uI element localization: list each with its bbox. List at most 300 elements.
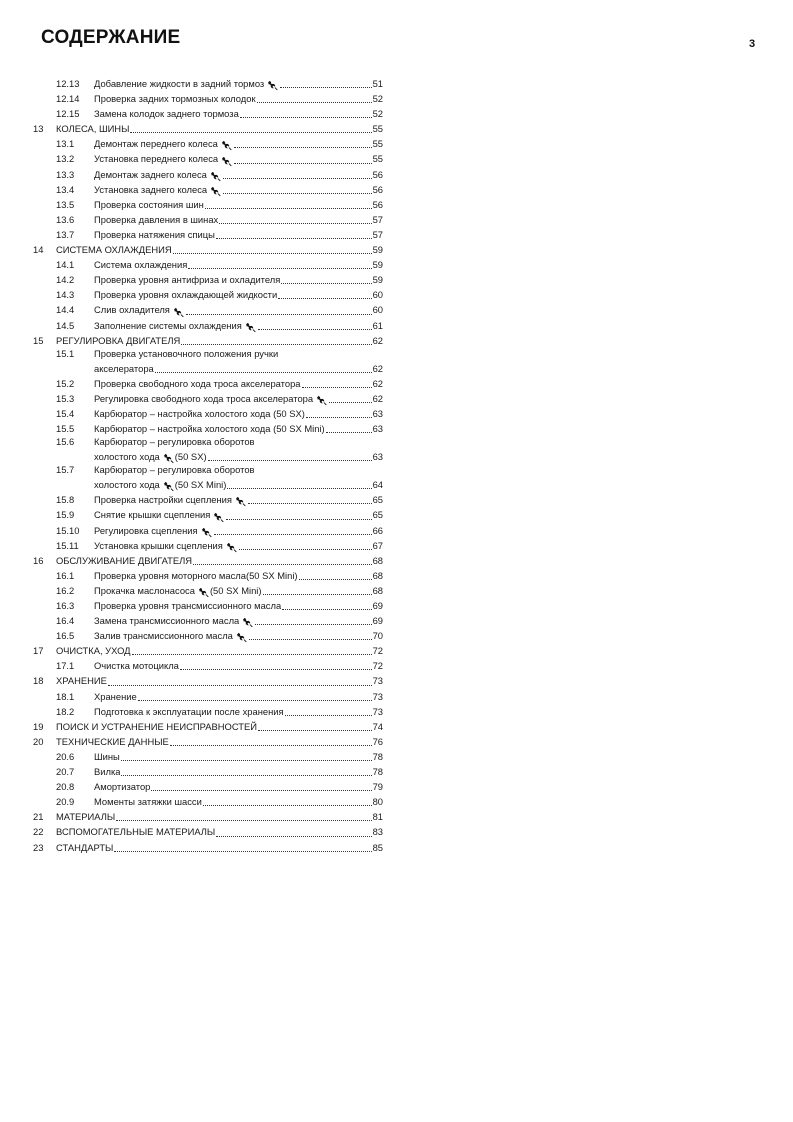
toc-line	[33, 257, 383, 272]
toc-title: Замена трансмиссионного масла	[94, 615, 240, 627]
toc-page-number: 72	[372, 645, 383, 657]
dot-leader	[278, 297, 371, 299]
toc-line	[33, 613, 383, 628]
toc-line-second	[33, 477, 383, 492]
toc-number: 13.6	[56, 213, 75, 225]
toc-entry[interactable]	[33, 553, 383, 568]
dot-leader	[138, 699, 372, 701]
toc-line	[33, 272, 383, 287]
toc-title: ВСПОМОГАТЕЛЬНЫЕ МАТЕРИАЛЫ	[56, 826, 216, 838]
toc-entry[interactable]	[33, 628, 383, 643]
toc-page-number: 59	[372, 259, 383, 271]
toc-entry[interactable]	[33, 673, 383, 688]
toc-title: Заполнение системы охлаждения	[94, 319, 242, 331]
dot-leader	[257, 101, 372, 103]
toc-entry[interactable]	[33, 406, 383, 421]
toc-page-number: 74	[372, 720, 383, 732]
toc-title: Проверка давления в шинах	[94, 213, 219, 225]
toc-number: 16.3	[56, 600, 75, 611]
toc-number: 13.3	[56, 168, 75, 180]
toc-entry[interactable]	[33, 613, 383, 628]
toc-title-continuation: холостого хода	[94, 479, 160, 491]
toc-title: КОЛЕСА, ШИНЫ	[56, 123, 130, 135]
toc-entry[interactable]	[33, 391, 383, 406]
toc-line	[33, 583, 383, 598]
toc-line	[33, 302, 383, 317]
toc-page-number: 63	[372, 407, 383, 419]
toc-line-second	[33, 361, 383, 376]
toc-page-number: 67	[372, 539, 383, 551]
toc-page-number: 79	[372, 781, 383, 793]
toc-entry[interactable]	[33, 507, 383, 522]
toc-title-suffix: (50 SX)	[174, 451, 207, 463]
dot-leader	[219, 222, 371, 224]
toc-line	[33, 376, 383, 391]
toc-page-number: 56	[372, 168, 383, 180]
toc-page-number: 57	[372, 228, 383, 240]
toc-page-number: 68	[372, 569, 383, 581]
toc-title: Демонтаж заднего колеса	[94, 168, 207, 180]
dot-leader	[208, 459, 372, 461]
toc-title: ОЧИСТКА, УХОД	[56, 645, 131, 657]
dot-leader	[216, 835, 371, 837]
toc-page-number: 59	[372, 244, 383, 256]
toc-line	[33, 794, 383, 809]
toc-page-number: 81	[372, 811, 383, 823]
toc-page-number: 63	[372, 423, 383, 435]
toc-page-number: 62	[372, 334, 383, 346]
toc-number: 20	[33, 735, 44, 747]
toc-number: 13.7	[56, 228, 75, 240]
dot-leader	[214, 533, 372, 535]
toc-line-first	[33, 464, 383, 477]
toc-number: 18.2	[56, 705, 75, 717]
dot-leader	[181, 343, 371, 345]
toc-number: 19	[33, 720, 44, 732]
toc-number: 15	[33, 334, 44, 346]
toc-line	[33, 151, 383, 166]
toc-page-number: 55	[372, 138, 383, 150]
toc-line	[33, 643, 383, 658]
toc-title: Снятие крышки сцепления	[94, 509, 211, 521]
toc-page-number: 51	[372, 78, 383, 89]
toc-page-number: 65	[372, 494, 383, 506]
toc-number: 15.4	[56, 407, 75, 419]
wrench-icon	[267, 80, 278, 91]
toc-title: Прокачка маслонасоса	[94, 584, 195, 596]
dot-leader	[216, 237, 372, 239]
toc-number: 14.4	[56, 304, 75, 316]
wrench-icon	[210, 171, 221, 182]
toc-page-number: 59	[372, 274, 383, 286]
toc-page-number: 63	[372, 451, 383, 463]
dot-leader	[186, 313, 372, 315]
dot-leader	[155, 371, 372, 373]
toc-page-number: 70	[372, 630, 383, 642]
dot-leader	[121, 759, 372, 761]
toc-entry[interactable]	[33, 809, 383, 824]
toc-page-number: 62	[372, 377, 383, 389]
dot-leader	[326, 431, 372, 433]
dot-leader	[203, 804, 372, 806]
toc-page-number: 68	[372, 584, 383, 596]
toc-entry[interactable]	[33, 91, 383, 106]
dot-leader	[306, 416, 372, 418]
toc-line	[33, 719, 383, 734]
toc-line	[33, 507, 383, 522]
toc-entry[interactable]	[33, 598, 383, 613]
toc-number: 16.1	[56, 569, 75, 581]
toc-title: Проверка состояния шин	[94, 198, 204, 210]
toc-entry[interactable]	[33, 824, 383, 839]
wrench-icon	[210, 186, 221, 197]
toc-title: Амортизатор	[94, 781, 151, 793]
toc-entry[interactable]	[33, 583, 383, 598]
toc-title: РЕГУЛИРОВКА ДВИГАТЕЛЯ	[56, 334, 181, 346]
toc-title-continuation: холостого хода	[94, 451, 160, 463]
toc-entry[interactable]	[33, 257, 383, 272]
page-number: 3	[749, 38, 756, 50]
toc-page-number: 57	[372, 213, 383, 225]
dot-leader	[263, 593, 372, 595]
toc-title: Проверка натяжения спицы	[94, 228, 215, 240]
dot-leader	[302, 386, 372, 388]
toc-line	[33, 673, 383, 688]
toc-entry[interactable]	[33, 136, 383, 151]
toc-number: 13.5	[56, 198, 75, 210]
toc-title: Карбюратор – настройка холостого хода (50 SX)	[94, 407, 305, 419]
toc-title: Проверка задних тормозных колодок	[94, 93, 256, 105]
toc-page-number: 55	[372, 123, 383, 135]
toc-number: 15.8	[56, 494, 75, 506]
toc-entry[interactable]	[33, 464, 383, 492]
toc-entry[interactable]	[33, 538, 383, 553]
toc-title: Моменты затяжки шасси	[94, 796, 202, 808]
toc-title: Карбюратор – регулировка оборотов	[94, 464, 255, 476]
toc-line	[33, 779, 383, 794]
wrench-icon	[221, 140, 232, 151]
toc-title: Хранение	[94, 690, 137, 702]
toc-entry[interactable]	[33, 734, 383, 749]
toc-line	[33, 492, 383, 507]
dot-leader	[223, 177, 372, 179]
toc-line	[33, 391, 383, 406]
toc-line-first	[33, 348, 383, 361]
toc-entry[interactable]	[33, 794, 383, 809]
wrench-icon	[245, 322, 256, 333]
toc-title-suffix: (50 SX Mini)	[174, 479, 227, 491]
toc-line	[33, 227, 383, 242]
dot-leader	[299, 578, 372, 580]
toc-line	[33, 824, 383, 839]
toc-title: ХРАНЕНИЕ	[56, 675, 107, 687]
toc-page-number: 60	[372, 289, 383, 301]
toc-number: 21	[33, 811, 44, 823]
toc-line	[33, 704, 383, 719]
toc-entry[interactable]	[33, 106, 383, 121]
toc-number: 13.2	[56, 153, 75, 165]
toc-entry[interactable]	[33, 76, 383, 91]
toc-title: Демонтаж переднего колеса	[94, 138, 218, 150]
toc-line	[33, 242, 383, 257]
toc-number: 15.3	[56, 392, 75, 404]
dot-leader	[180, 668, 372, 670]
toc-title: Проверка уровня антифриза и охладителя	[94, 274, 281, 286]
toc-title: Система охлаждения	[94, 259, 188, 271]
toc-page-number: 64	[372, 479, 383, 491]
dot-leader	[282, 608, 371, 610]
toc-entry[interactable]	[33, 436, 383, 464]
dot-leader	[116, 819, 371, 821]
toc-title: Проверка свободного хода троса акселератора	[94, 377, 301, 389]
page-title: СОДЕРЖАНИЕ	[41, 27, 181, 48]
toc-entry[interactable]	[33, 182, 383, 197]
toc-number: 14.5	[56, 319, 75, 331]
toc-page-number: 78	[372, 750, 383, 762]
wrench-icon	[235, 496, 246, 507]
toc-entry[interactable]	[33, 151, 383, 166]
toc-number: 20.8	[56, 781, 75, 793]
toc-number: 12.15	[56, 108, 80, 120]
toc-title: Проверка настройки сцепления	[94, 494, 232, 506]
dot-leader	[258, 328, 372, 330]
toc-page-number: 62	[372, 392, 383, 404]
dot-leader	[239, 548, 372, 550]
wrench-icon	[173, 307, 184, 318]
toc-title: Регулировка свободного хода троса акселератора	[94, 392, 314, 404]
toc-page-number: 68	[372, 554, 383, 566]
toc-title: Подготовка к эксплуатации после хранения	[94, 705, 284, 717]
toc-entry[interactable]	[33, 242, 383, 257]
toc-title: Проверка уровня моторного масла(50 SX Mini)	[94, 569, 298, 581]
toc-line	[33, 76, 383, 91]
toc-title: Залив трансмиссионного масла	[94, 630, 233, 642]
toc-page-number: 73	[372, 675, 383, 687]
toc-number: 14.2	[56, 274, 75, 286]
toc-page-number: 56	[372, 198, 383, 210]
wrench-icon	[221, 156, 232, 167]
toc-line	[33, 121, 383, 136]
dot-leader	[255, 623, 371, 625]
toc-page-number: 52	[372, 93, 383, 105]
toc-page-number: 52	[372, 108, 383, 120]
toc-entry[interactable]	[33, 287, 383, 302]
dot-leader	[226, 518, 371, 520]
toc-title-continuation: акселератора	[94, 362, 154, 374]
toc-entry[interactable]	[33, 779, 383, 794]
toc-number: 22	[33, 826, 44, 838]
toc-entry[interactable]	[33, 689, 383, 704]
toc-line	[33, 136, 383, 151]
toc-title: Карбюратор – регулировка оборотов	[94, 436, 255, 448]
dot-leader	[227, 487, 371, 489]
toc-entry[interactable]	[33, 643, 383, 658]
toc-line	[33, 523, 383, 538]
toc-number: 18.1	[56, 690, 75, 702]
toc-line	[33, 106, 383, 121]
toc-number: 14.3	[56, 289, 75, 301]
toc-line	[33, 658, 383, 673]
toc-number: 15.10	[56, 524, 80, 536]
toc-title: ТЕХНИЧЕСКИЕ ДАННЫЕ	[56, 735, 169, 747]
toc-entry[interactable]	[33, 376, 383, 391]
toc-page-number: 60	[372, 304, 383, 316]
toc-entry[interactable]	[33, 348, 383, 376]
toc-line	[33, 167, 383, 182]
toc-title: Добавление жидкости в задний тормоз	[94, 78, 265, 89]
toc-number: 15.2	[56, 377, 75, 389]
toc-page-number: 73	[372, 705, 383, 717]
toc-number: 15.7	[56, 464, 75, 476]
toc-title: Очистка мотоцикла	[94, 660, 179, 672]
toc-number: 15.11	[56, 539, 79, 551]
toc-page-number: 61	[372, 319, 383, 331]
toc-number: 12.14	[56, 93, 80, 105]
toc-entry[interactable]	[33, 568, 383, 583]
dot-leader	[114, 850, 371, 852]
toc-entry[interactable]	[33, 764, 383, 779]
wrench-icon	[242, 617, 253, 628]
toc-number: 20.6	[56, 750, 75, 762]
toc-page-number: 73	[372, 690, 383, 702]
toc-entry[interactable]	[33, 492, 383, 507]
toc-entry[interactable]	[33, 840, 383, 855]
toc-number: 23	[33, 841, 44, 853]
toc-entry[interactable]	[33, 272, 383, 287]
toc-line	[33, 689, 383, 704]
toc-page-number: 55	[372, 153, 383, 165]
toc-entry[interactable]	[33, 749, 383, 764]
toc-number: 17.1	[56, 660, 75, 672]
toc-line	[33, 287, 383, 302]
toc-line	[33, 182, 383, 197]
wrench-icon	[226, 542, 237, 553]
dot-leader	[193, 563, 371, 565]
toc-page-number: 76	[372, 735, 383, 747]
toc-number: 15.5	[56, 423, 75, 435]
toc-number: 14	[33, 244, 44, 256]
dot-leader	[329, 401, 371, 403]
toc-line	[33, 734, 383, 749]
toc-number: 20.7	[56, 766, 75, 778]
toc-number: 16.2	[56, 584, 75, 596]
toc-title-suffix: (50 SX Mini)	[209, 584, 262, 596]
toc-title: Проверка установочного положения ручки	[94, 347, 279, 359]
toc-title: Карбюратор – настройка холостого хода (50 SX Mini)	[94, 423, 325, 435]
toc-page-number: 85	[372, 841, 383, 853]
toc-page-number: 56	[372, 183, 383, 195]
dot-leader	[205, 207, 372, 209]
toc-number: 15.1	[56, 347, 75, 359]
dot-leader	[248, 502, 372, 504]
toc-number: 16.5	[56, 630, 75, 642]
toc-title: Слив охладителя	[94, 304, 170, 316]
toc-number: 13	[33, 123, 44, 135]
dot-leader	[170, 744, 372, 746]
dot-leader	[121, 774, 371, 776]
toc-line	[33, 406, 383, 421]
dot-leader	[173, 252, 372, 254]
toc-entry[interactable]	[33, 318, 383, 333]
wrench-icon	[236, 632, 247, 643]
dot-leader	[258, 729, 372, 731]
wrench-icon	[198, 587, 209, 598]
toc-entry[interactable]	[33, 704, 383, 719]
toc-title: СТАНДАРТЫ	[56, 841, 114, 853]
toc-number: 12.13	[56, 78, 80, 89]
toc-title: Проверка уровня охлаждающей жидкости	[94, 289, 278, 301]
toc-line	[33, 553, 383, 568]
toc-title: Установка заднего колеса	[94, 183, 208, 195]
dot-leader	[281, 282, 371, 284]
toc-entry[interactable]	[33, 197, 383, 212]
dot-leader	[285, 714, 372, 716]
toc-entry[interactable]	[33, 121, 383, 136]
toc-title: Регулировка сцепления	[94, 524, 198, 536]
toc-line	[33, 749, 383, 764]
dot-leader	[240, 116, 372, 118]
toc-line	[33, 809, 383, 824]
toc-entry[interactable]	[33, 302, 383, 317]
toc-line	[33, 212, 383, 227]
toc-page-number: 66	[372, 524, 383, 536]
toc-entry[interactable]	[33, 658, 383, 673]
table-of-contents	[33, 76, 383, 855]
toc-entry[interactable]	[33, 719, 383, 734]
toc-number: 13.4	[56, 183, 75, 195]
wrench-icon	[201, 527, 212, 538]
dot-leader	[234, 146, 372, 148]
dot-leader	[188, 267, 371, 269]
toc-entry[interactable]	[33, 212, 383, 227]
toc-title: ОБСЛУЖИВАНИЕ ДВИГАТЕЛЯ	[56, 554, 193, 566]
toc-line	[33, 91, 383, 106]
dot-leader	[223, 192, 371, 194]
toc-entry[interactable]	[33, 227, 383, 242]
toc-number: 15.6	[56, 436, 75, 448]
toc-entry[interactable]	[33, 167, 383, 182]
toc-line	[33, 568, 383, 583]
toc-number: 14.1	[56, 259, 75, 271]
toc-page-number: 83	[372, 826, 383, 838]
toc-line	[33, 318, 383, 333]
toc-page-number: 80	[372, 796, 383, 808]
toc-title: ПОИСК И УСТРАНЕНИЕ НЕИСПРАВНОСТЕЙ	[56, 720, 257, 732]
toc-title: Установка переднего колеса	[94, 153, 219, 165]
toc-number: 15.9	[56, 509, 75, 521]
toc-title: МАТЕРИАЛЫ	[56, 811, 116, 823]
toc-line	[33, 197, 383, 212]
toc-page-number: 65	[372, 509, 383, 521]
toc-line	[33, 840, 383, 855]
dot-leader	[151, 789, 371, 791]
dot-leader	[132, 653, 372, 655]
toc-page-number: 69	[372, 600, 383, 611]
dot-leader	[130, 131, 371, 133]
toc-entry[interactable]	[33, 523, 383, 538]
dot-leader	[234, 162, 371, 164]
dot-leader	[249, 638, 372, 640]
toc-page-number: 72	[372, 660, 383, 672]
toc-title: Проверка уровня трансмиссионного масла	[94, 600, 282, 611]
wrench-icon	[213, 512, 224, 523]
toc-title: Вилка	[94, 766, 121, 778]
toc-number: 17	[33, 645, 44, 657]
toc-page-number: 62	[372, 362, 383, 374]
wrench-icon	[163, 481, 174, 492]
toc-number: 16	[33, 554, 44, 566]
toc-number: 16.4	[56, 615, 75, 627]
